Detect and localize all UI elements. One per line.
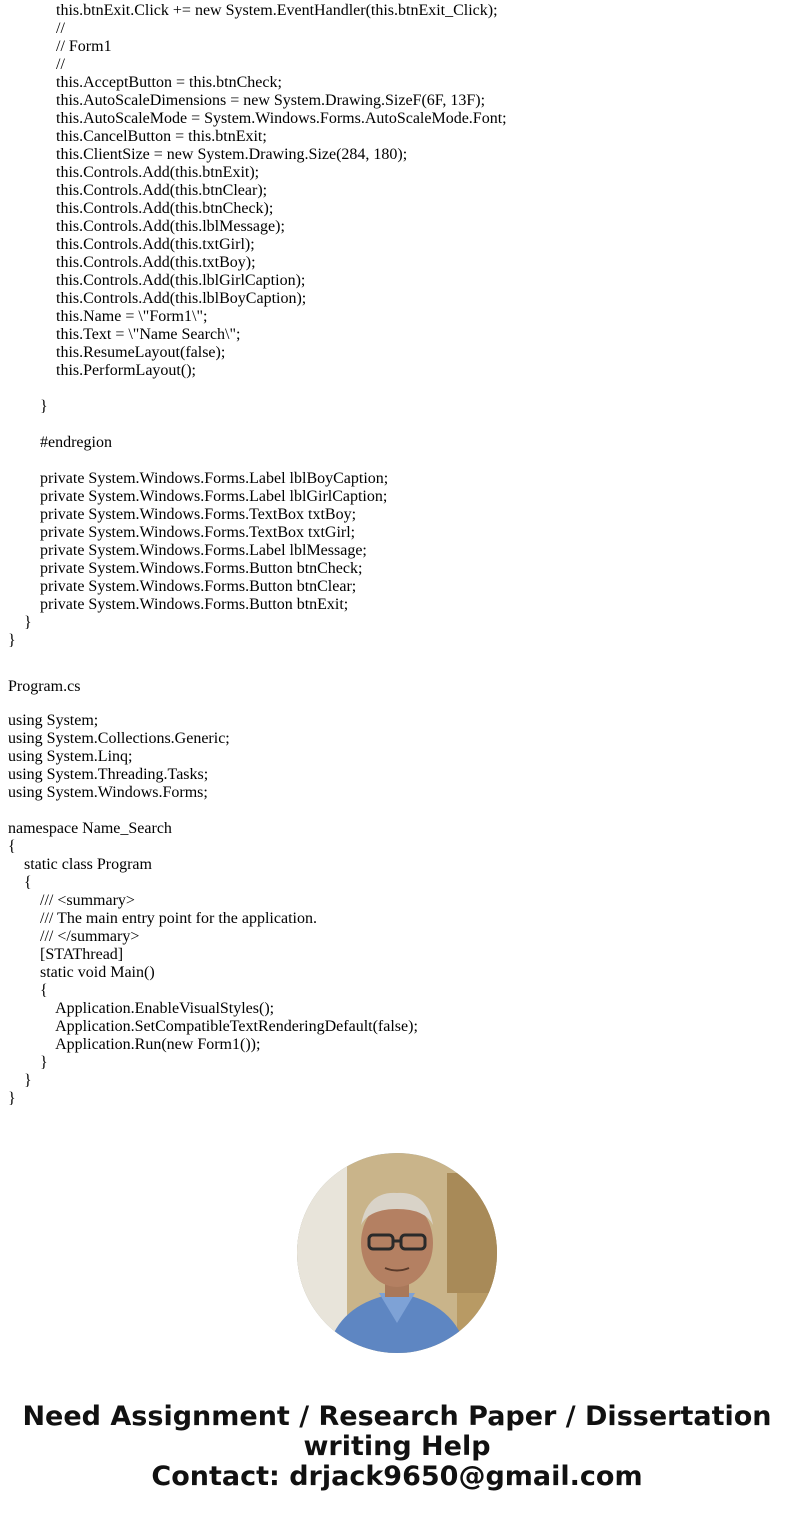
assignment-help-ad bbox=[0, 1402, 794, 1492]
code-line: this.Name = \"Form1\"; bbox=[8, 308, 208, 325]
code-line: } bbox=[8, 1054, 48, 1071]
code-line: { bbox=[8, 874, 32, 891]
code-line bbox=[8, 416, 788, 434]
code-line: this.Controls.Add(this.txtBoy); bbox=[8, 254, 256, 271]
code-line: this.Controls.Add(this.btnClear); bbox=[8, 182, 268, 199]
code-line: [STAThread] bbox=[8, 946, 124, 963]
code-line: #endregion bbox=[8, 434, 112, 451]
code-line: /// </summary> bbox=[8, 928, 140, 945]
code-line: this.Controls.Add(this.lblMessage); bbox=[8, 218, 285, 235]
code-line: Application.Run(new Form1()); bbox=[8, 1036, 261, 1053]
code-line: static class Program bbox=[8, 856, 152, 873]
code-line: this.ClientSize = new System.Drawing.Size(284, 180); bbox=[8, 146, 408, 163]
code-line: { bbox=[8, 838, 16, 855]
code-line bbox=[8, 452, 788, 470]
code-line: this.Text = \"Name Search\"; bbox=[8, 326, 241, 343]
ad-contact-line: Contact: drjack9650@gmail.com bbox=[151, 1461, 643, 1492]
code-line: this.PerformLayout(); bbox=[8, 362, 196, 379]
ad-line-1: Need Assignment / Research Paper / Dissertation bbox=[22, 1401, 772, 1432]
code-line: using System.Windows.Forms; bbox=[8, 784, 208, 801]
code-line: private System.Windows.Forms.Button btnExit; bbox=[8, 596, 349, 613]
code-line: using System; bbox=[8, 712, 99, 729]
code-line: using System.Threading.Tasks; bbox=[8, 766, 209, 783]
code-line: private System.Windows.Forms.Button btnClear; bbox=[8, 578, 357, 595]
code-line: this.CancelButton = this.btnExit; bbox=[8, 128, 267, 145]
code-line: this.AutoScaleMode = System.Windows.Forms.AutoScaleMode.Font; bbox=[8, 110, 507, 127]
code-line: /// <summary> bbox=[8, 892, 135, 909]
code-line bbox=[8, 380, 788, 398]
designer-code-block bbox=[8, 2, 788, 650]
code-line: private System.Windows.Forms.Button btnCheck; bbox=[8, 560, 363, 577]
code-line: this.AcceptButton = this.btnCheck; bbox=[8, 74, 282, 91]
ad-line-2: writing Help bbox=[303, 1431, 491, 1462]
code-line: } bbox=[8, 614, 32, 631]
code-line: private System.Windows.Forms.Label lblMessage; bbox=[8, 542, 367, 559]
program-file-title: Program.cs bbox=[8, 678, 81, 695]
code-line: using System.Collections.Generic; bbox=[8, 730, 230, 747]
author-photo bbox=[297, 1153, 497, 1353]
code-line: } bbox=[8, 398, 48, 415]
code-line: this.Controls.Add(this.lblGirlCaption); bbox=[8, 272, 306, 289]
code-line: Application.SetCompatibleTextRenderingDefault(false); bbox=[8, 1018, 418, 1035]
code-line: // bbox=[8, 56, 65, 73]
code-line: private System.Windows.Forms.Label lblBoyCaption; bbox=[8, 470, 389, 487]
code-line: Application.EnableVisualStyles(); bbox=[8, 1000, 275, 1017]
code-line: private System.Windows.Forms.Label lblGirlCaption; bbox=[8, 488, 388, 505]
code-line: this.AutoScaleDimensions = new System.Drawing.SizeF(6F, 13F); bbox=[8, 92, 486, 109]
code-line: this.btnExit.Click += new System.EventHandler(this.btnExit_Click); bbox=[8, 2, 498, 19]
code-line: private System.Windows.Forms.TextBox txtGirl; bbox=[8, 524, 356, 541]
code-line: static void Main() bbox=[8, 964, 155, 981]
code-line: this.Controls.Add(this.lblBoyCaption); bbox=[8, 290, 307, 307]
code-line: // Form1 bbox=[8, 38, 112, 55]
code-line: this.ResumeLayout(false); bbox=[8, 344, 226, 361]
code-line: { bbox=[8, 982, 48, 999]
code-line: private System.Windows.Forms.TextBox txtBoy; bbox=[8, 506, 357, 523]
author-avatar bbox=[297, 1153, 497, 1353]
code-line: this.Controls.Add(this.btnCheck); bbox=[8, 200, 274, 217]
code-line: } bbox=[8, 1090, 16, 1107]
code-line bbox=[8, 802, 788, 820]
code-line: // bbox=[8, 20, 65, 37]
code-line: this.Controls.Add(this.txtGirl); bbox=[8, 236, 255, 253]
code-line: namespace Name_Search bbox=[8, 820, 172, 837]
code-line: } bbox=[8, 632, 16, 649]
code-line: /// The main entry point for the application. bbox=[8, 910, 317, 927]
code-line: using System.Linq; bbox=[8, 748, 133, 765]
program-code-block bbox=[8, 712, 788, 1108]
code-line: } bbox=[8, 1072, 32, 1089]
code-line: this.Controls.Add(this.btnExit); bbox=[8, 164, 260, 181]
